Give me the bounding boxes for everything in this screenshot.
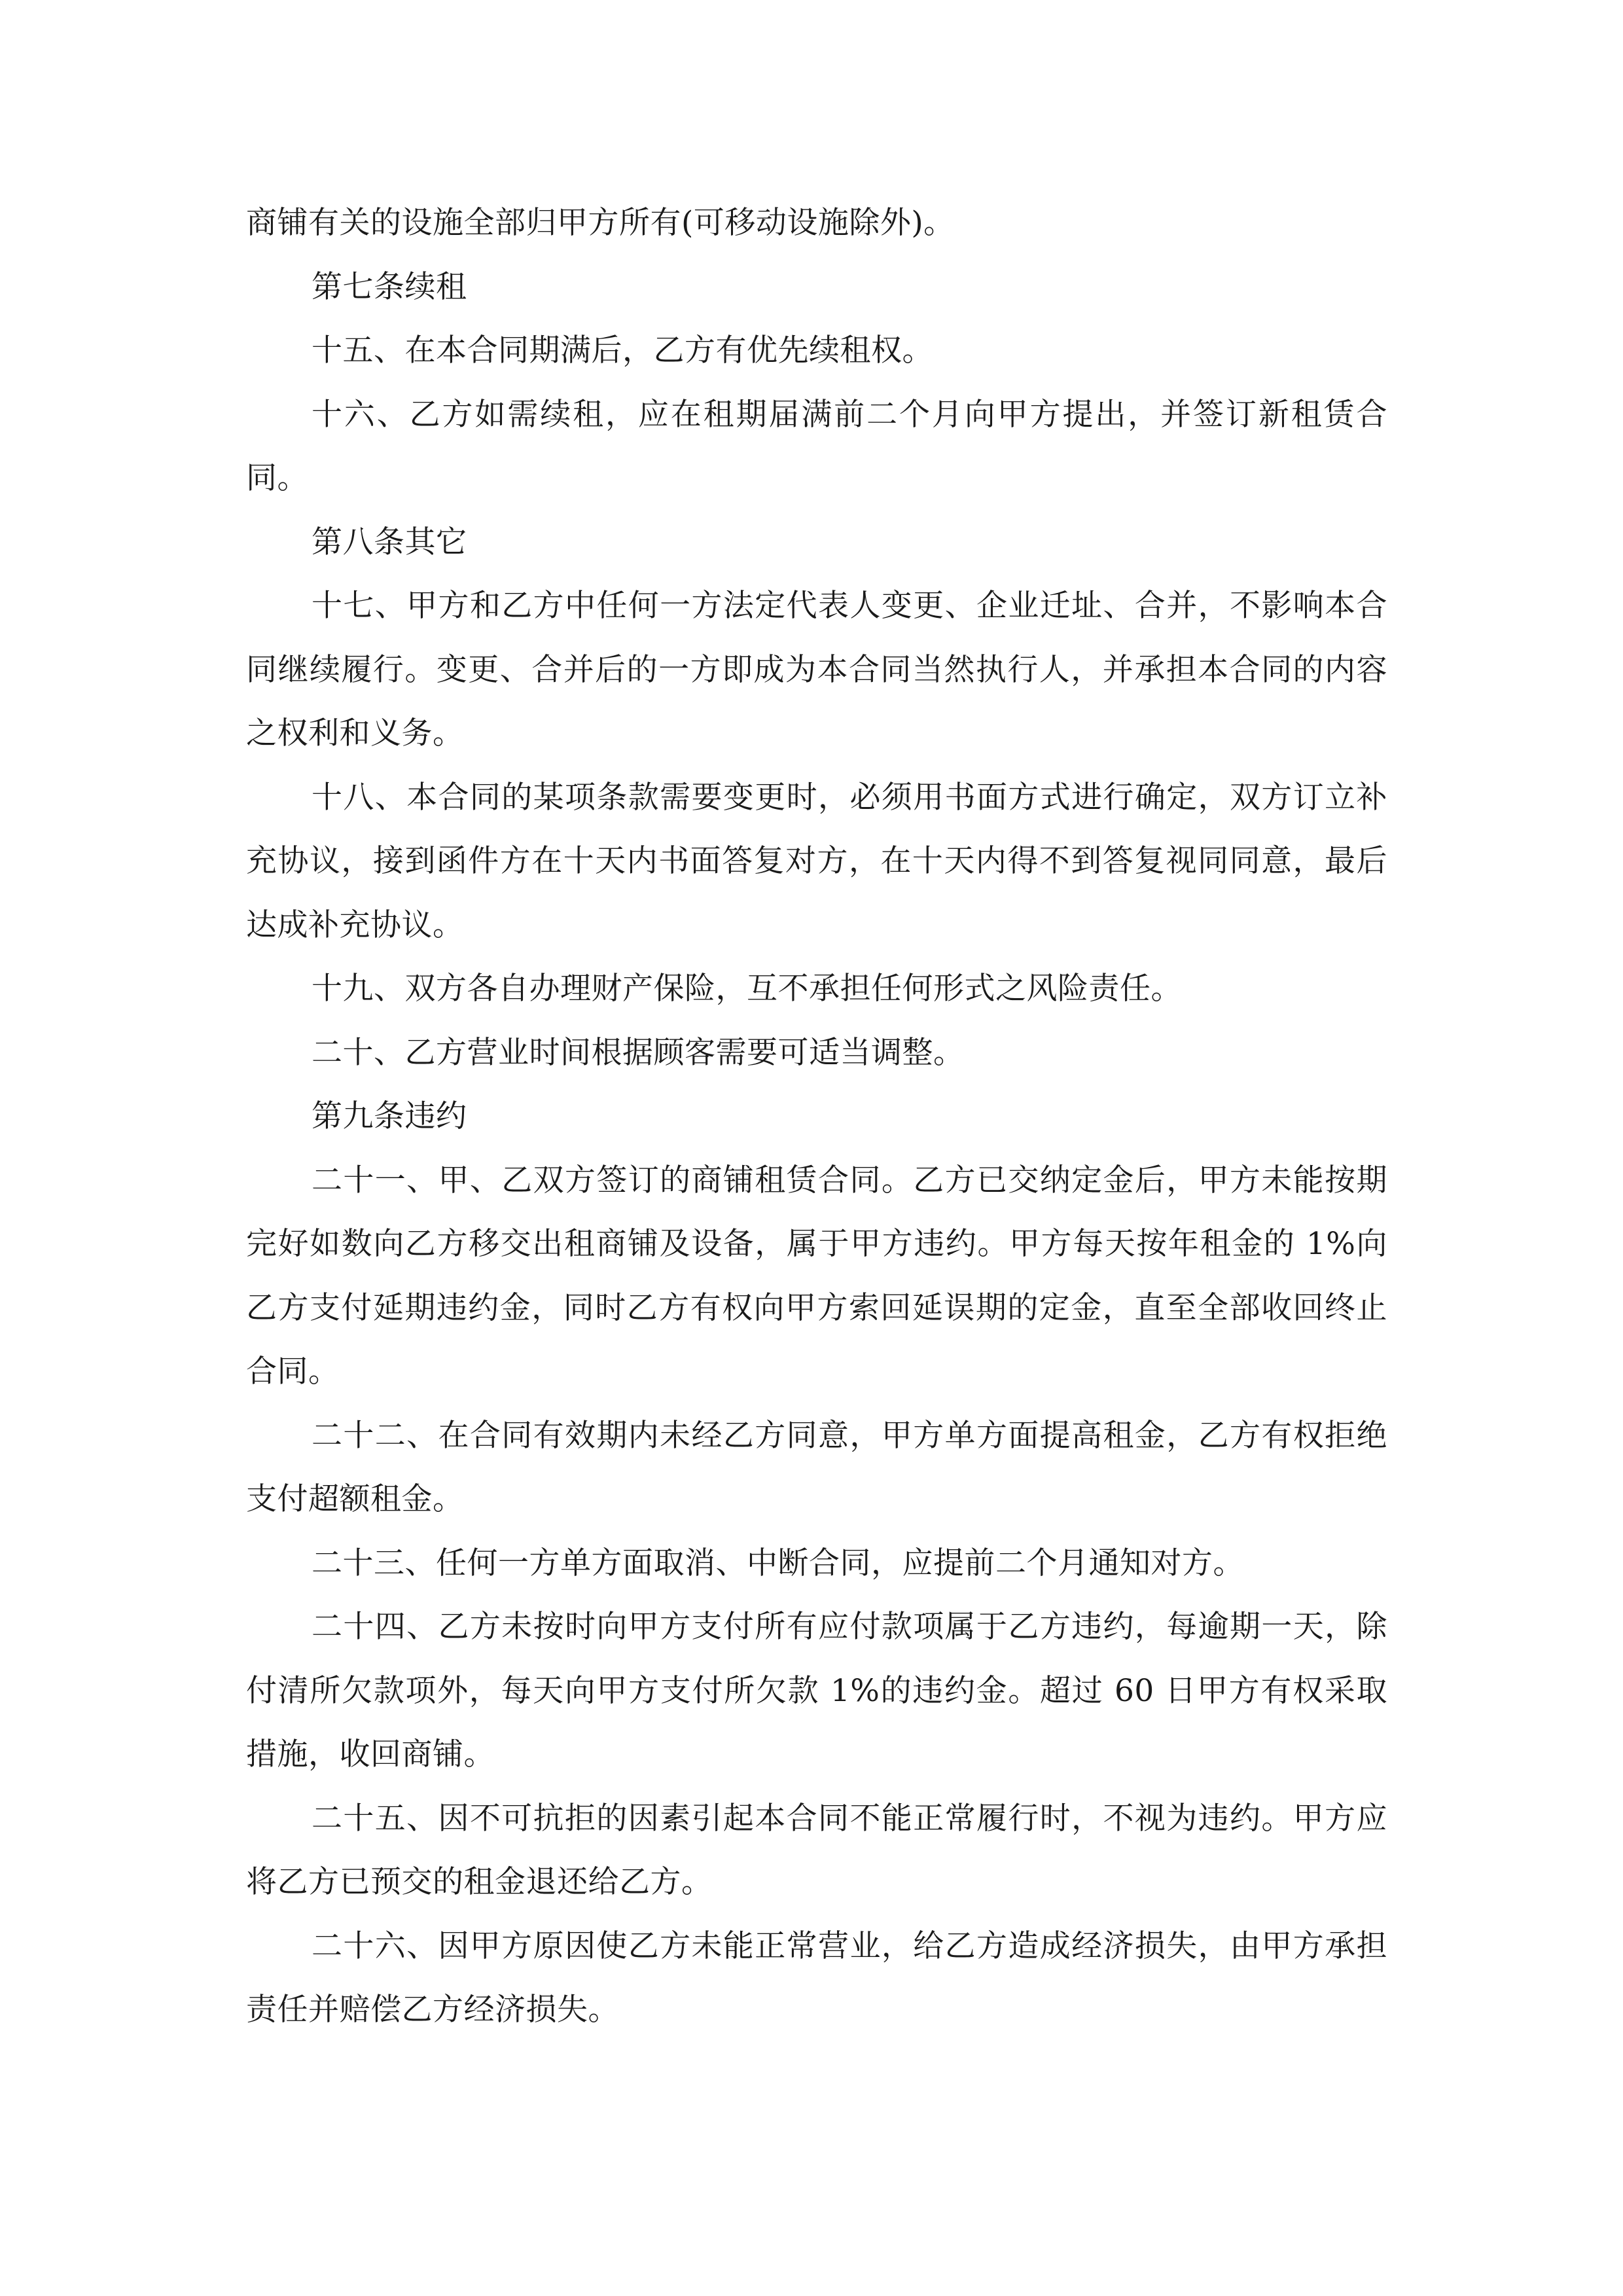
clause-25: 二十五、因不可抗拒的因素引起本合同不能正常履行时，不视为违约。甲方应将乙方已预交的租金退还给乙方。 <box>246 1800 1387 1900</box>
clause-26: 二十六、因甲方原因使乙方未能正常营业，给乙方造成经济损失，由甲方承担责任并赔偿乙方经济损失。 <box>246 1928 1387 2028</box>
section-heading-breach: 第九条违约 <box>312 1098 467 1134</box>
clause-24: 二十四、乙方未按时向甲方支付所有应付款项属于乙方违约，每逾期一天，除付清所欠款项外，每天向甲方支付所欠款 1%的违约金。超过 60 日甲方有权采取措施，收回商铺。 <box>246 1609 1387 1772</box>
clause-22: 二十二、在合同有效期内未经乙方同意，甲方单方面提高租金，乙方有权拒绝支付超额租金。 <box>246 1417 1387 1517</box>
section-heading-renewal: 第七条续租 <box>312 268 467 305</box>
contract-body <box>246 191 1387 2042</box>
clause-18: 十八、本合同的某项条款需要变更时，必须用书面方式进行确定，双方订立补充协议，接到函件方在十天内书面答复对方，在十天内得不到答复视同同意，最后达成补充协议。 <box>246 779 1387 943</box>
section-heading-other: 第八条其它 <box>312 524 467 560</box>
clause-17: 十七、甲方和乙方中任何一方法定代表人变更、企业迁址、合并，不影响本合同继续履行。变更、合并后的一方即成为本合同当然执行人，并承担本合同的内容之权利和义务。 <box>246 588 1387 751</box>
clause-23: 二十三、任何一方单方面取消、中断合同，应提前二个月通知对方。 <box>312 1545 1244 1581</box>
clause-16: 十六、乙方如需续租，应在租期届满前二个月向甲方提出，并签订新租赁合同。 <box>246 396 1387 496</box>
clause-19: 十九、双方各自办理财产保险，互不承担任何形式之风险责任。 <box>312 971 1182 1007</box>
clause-20: 二十、乙方营业时间根据顾客需要可适当调整。 <box>312 1034 965 1071</box>
clause-21: 二十一、甲、乙双方签订的商铺租赁合同。乙方已交纳定金后，甲方未能按期完好如数向乙方移交出租商铺及设备，属于甲方违约。甲方每天按年租金的 1%向乙方支付延期违约金，同时乙方有权向甲方索回延误期的定金，直至全部收回终止合同。 <box>246 1162 1387 1390</box>
clause-15: 十五、在本合同期满后，乙方有优先续租权。 <box>312 332 933 368</box>
paragraph-facilities-ownership: 商铺有关的设施全部归甲方所有(可移动设施除外)。 <box>246 205 955 241</box>
